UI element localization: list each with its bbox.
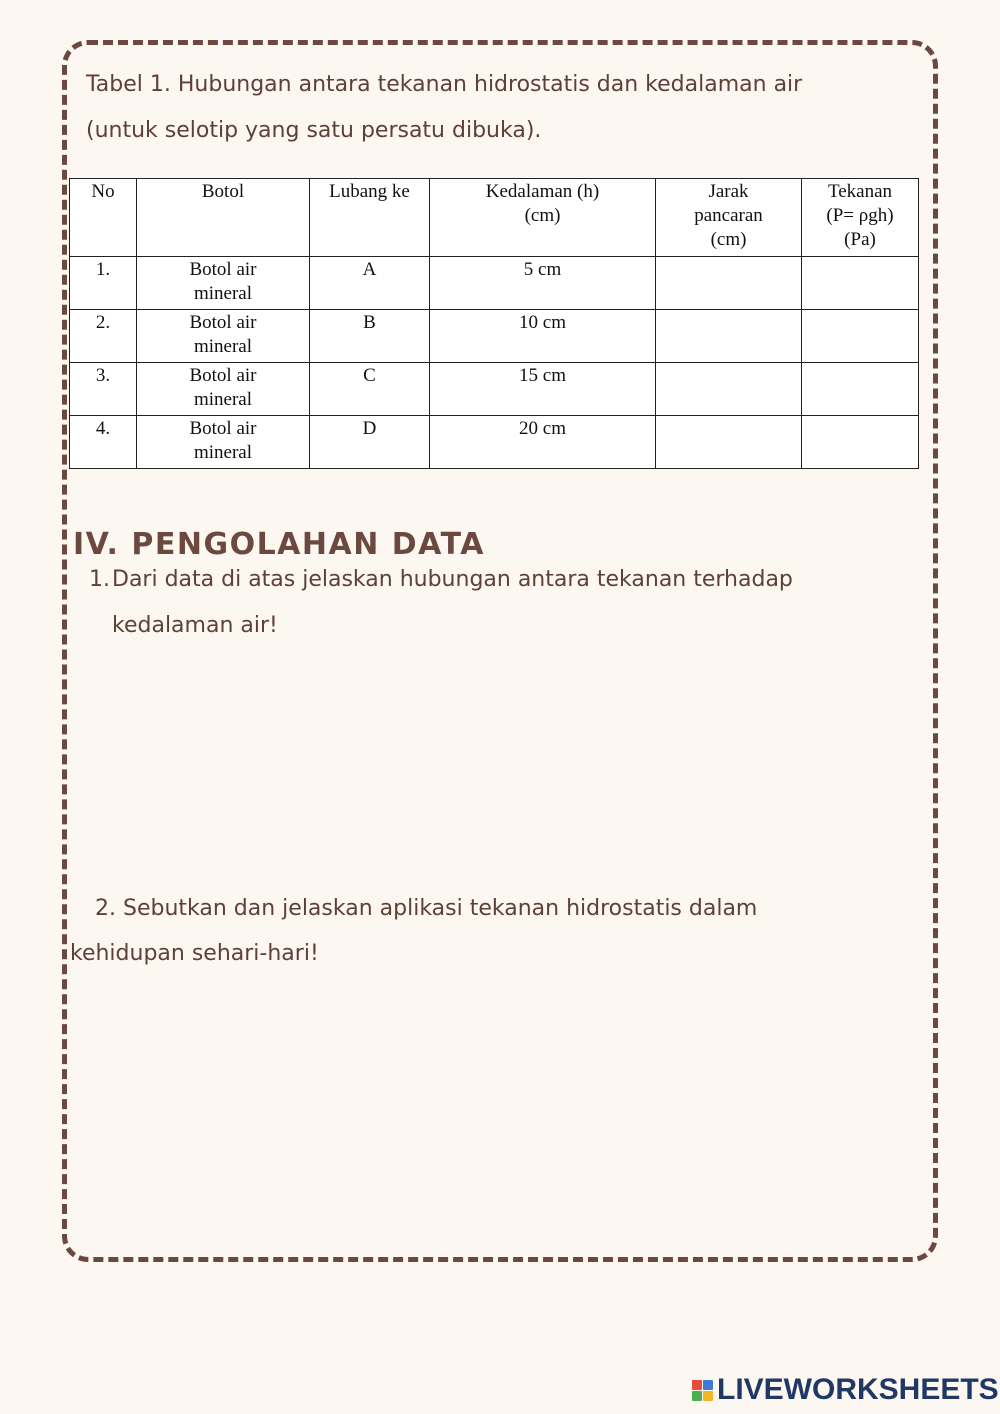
cell-kedalaman: 20 cm xyxy=(430,416,656,469)
cell-kedalaman: 15 cm xyxy=(430,363,656,416)
data-table xyxy=(69,178,919,469)
header-kedalaman: Kedalaman (h) (cm) xyxy=(430,179,656,257)
cell-botol: Botol air mineral xyxy=(137,310,310,363)
cell-lubang: C xyxy=(310,363,430,416)
cell-botol: Botol air mineral xyxy=(137,363,310,416)
cell-lubang: D xyxy=(310,416,430,469)
cell-no: 3. xyxy=(70,363,137,416)
cell-kedalaman: 10 cm xyxy=(430,310,656,363)
cell-tekanan[interactable] xyxy=(802,310,919,363)
section-title: IV. PENGOLAHAN DATA xyxy=(73,527,485,562)
question-1-line-1: Dari data di atas jelaskan hubungan antara tekanan terhadap xyxy=(112,567,793,592)
logo-square xyxy=(692,1380,702,1390)
header-no: No xyxy=(70,179,137,257)
table-row xyxy=(70,310,919,363)
cell-no: 2. xyxy=(70,310,137,363)
table-row xyxy=(70,363,919,416)
cell-jarak[interactable] xyxy=(656,416,802,469)
cell-jarak[interactable] xyxy=(656,363,802,416)
logo-square xyxy=(692,1391,702,1401)
question-2-line-1: 2. Sebutkan dan jelaskan aplikasi tekanan hidrostatis dalam xyxy=(95,896,758,921)
cell-jarak[interactable] xyxy=(656,310,802,363)
logo-square xyxy=(703,1391,713,1401)
liveworksheets-logo-icon xyxy=(692,1380,713,1401)
cell-kedalaman: 5 cm xyxy=(430,257,656,310)
cell-jarak[interactable] xyxy=(656,257,802,310)
cell-no: 4. xyxy=(70,416,137,469)
table-row xyxy=(70,257,919,310)
cell-lubang: B xyxy=(310,310,430,363)
header-jarak: Jarak pancaran (cm) xyxy=(656,179,802,257)
cell-no: 1. xyxy=(70,257,137,310)
cell-botol: Botol air mineral xyxy=(137,416,310,469)
cell-tekanan[interactable] xyxy=(802,257,919,310)
cell-lubang: A xyxy=(310,257,430,310)
header-lubang: Lubang ke xyxy=(310,179,430,257)
liveworksheets-brand xyxy=(692,1374,999,1406)
header-botol: Botol xyxy=(137,179,310,257)
table-row xyxy=(70,416,919,469)
cell-tekanan[interactable] xyxy=(802,416,919,469)
brand-name: LIVEWORKSHEETS xyxy=(717,1373,999,1406)
table-caption-line-2: (untuk selotip yang satu persatu dibuka). xyxy=(86,118,542,143)
header-tekanan: Tekanan (P= ρgh) (Pa) xyxy=(802,179,919,257)
cell-botol: Botol air mineral xyxy=(137,257,310,310)
table-caption-line-1: Tabel 1. Hubungan antara tekanan hidrostatis dan kedalaman air xyxy=(86,72,803,97)
question-1-number: 1. xyxy=(89,567,110,592)
logo-square xyxy=(703,1380,713,1390)
cell-tekanan[interactable] xyxy=(802,363,919,416)
question-1-line-2: kedalaman air! xyxy=(112,613,278,638)
question-2-line-2: kehidupan sehari-hari! xyxy=(70,941,319,966)
table-header-row xyxy=(70,179,919,257)
